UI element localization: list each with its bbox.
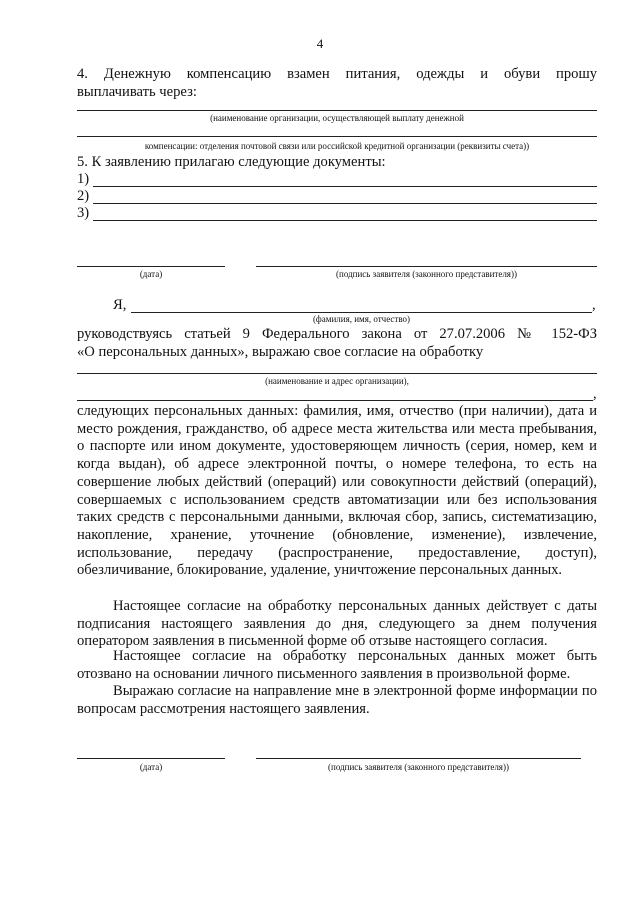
date-field-1[interactable] bbox=[77, 266, 225, 267]
payment-organization-field[interactable] bbox=[77, 110, 597, 111]
organization-comma: , bbox=[593, 386, 597, 402]
document-item-1-label: 1) bbox=[77, 171, 90, 187]
organization-field[interactable] bbox=[77, 373, 597, 374]
signature-caption-1: (подпись заявителя (законного представителя)) bbox=[336, 269, 517, 279]
document-item-2-label: 2) bbox=[77, 188, 90, 204]
document-item-1-field[interactable] bbox=[93, 186, 597, 187]
signature-field-1[interactable] bbox=[256, 266, 597, 267]
date-caption-2: (дата) bbox=[139, 762, 163, 772]
date-field-2[interactable] bbox=[77, 758, 225, 759]
law-line-2: «О персональных данных», выражаю свое согласие на обработку bbox=[77, 344, 484, 360]
consent-ya: Я, bbox=[113, 297, 127, 313]
organization-field-2[interactable] bbox=[77, 400, 593, 401]
payment-organization-caption: (наименование организации, осуществляющей выплату денежной bbox=[210, 113, 464, 123]
organization-caption: (наименование и адрес организации), bbox=[265, 376, 409, 386]
page-number: 4 bbox=[316, 36, 324, 51]
consent-revocation-paragraph: Настоящее согласие на обработку персональных данных может быть отозвано на основании личного письменного заявления в произвольной форме. bbox=[77, 648, 597, 682]
payment-details-field[interactable] bbox=[77, 136, 597, 137]
section-4-line2: выплачивать через: bbox=[77, 84, 197, 100]
document-item-3-label: 3) bbox=[77, 205, 90, 221]
consent-main-text: следующих персональных данных: фамилия, имя, отчество (при наличии), дата и место рождения, гражданство, об адресе места жительства или места пребывания, о паспорте или ином документе, удостоверяющем личность (серия, номер, кем и когда выдан), об адресе электронной почты, о номере телефона, то есть на совершение любых действий (операций) или совокупности действий (операций), совершаемых с использованием средств автоматизации или без использования таких средств с персональными данными, включая сбор, запись, систематизацию, накопление, хранение, уточнение (обновление, изменение), извлечение, использование, передачу (распространение, предоставление, доступ), обезличивание, блокирование, удаление, уничтожение персональных данных. bbox=[77, 403, 597, 579]
law-line-1: руководствуясь статьей 9 Федерального закона от 27.07.2006 № 152-ФЗ bbox=[77, 326, 597, 342]
payment-details-caption: компенсации: отделения почтовой связи или российской кредитной организации (реквизиты счета)) bbox=[144, 141, 530, 151]
date-caption-1: (дата) bbox=[139, 269, 163, 279]
consent-validity-paragraph: Настоящее согласие на обработку персональных данных действует с даты подписания настоящего заявления до дня, следующего за днем получения оператором заявления в письменной форме об отзыве настоящего согласия. bbox=[77, 598, 597, 650]
electronic-consent-paragraph: Выражаю согласие на направление мне в электронной форме информации по вопросам рассмотрения настоящего заявления. bbox=[77, 683, 597, 717]
fio-field[interactable] bbox=[131, 312, 592, 313]
section-4-line1: 4. Денежную компенсацию взамен питания, одежды и обуви прошу bbox=[77, 66, 597, 82]
fio-comma: , bbox=[592, 297, 596, 313]
fio-caption: (фамилия, имя, отчество) bbox=[312, 314, 411, 324]
document-item-3-field[interactable] bbox=[93, 220, 597, 221]
signature-field-2[interactable] bbox=[256, 758, 581, 759]
section-5-title: 5. К заявлению прилагаю следующие документы: bbox=[77, 154, 386, 170]
document-item-2-field[interactable] bbox=[93, 203, 597, 204]
signature-caption-2: (подпись заявителя (законного представителя)) bbox=[328, 762, 509, 772]
